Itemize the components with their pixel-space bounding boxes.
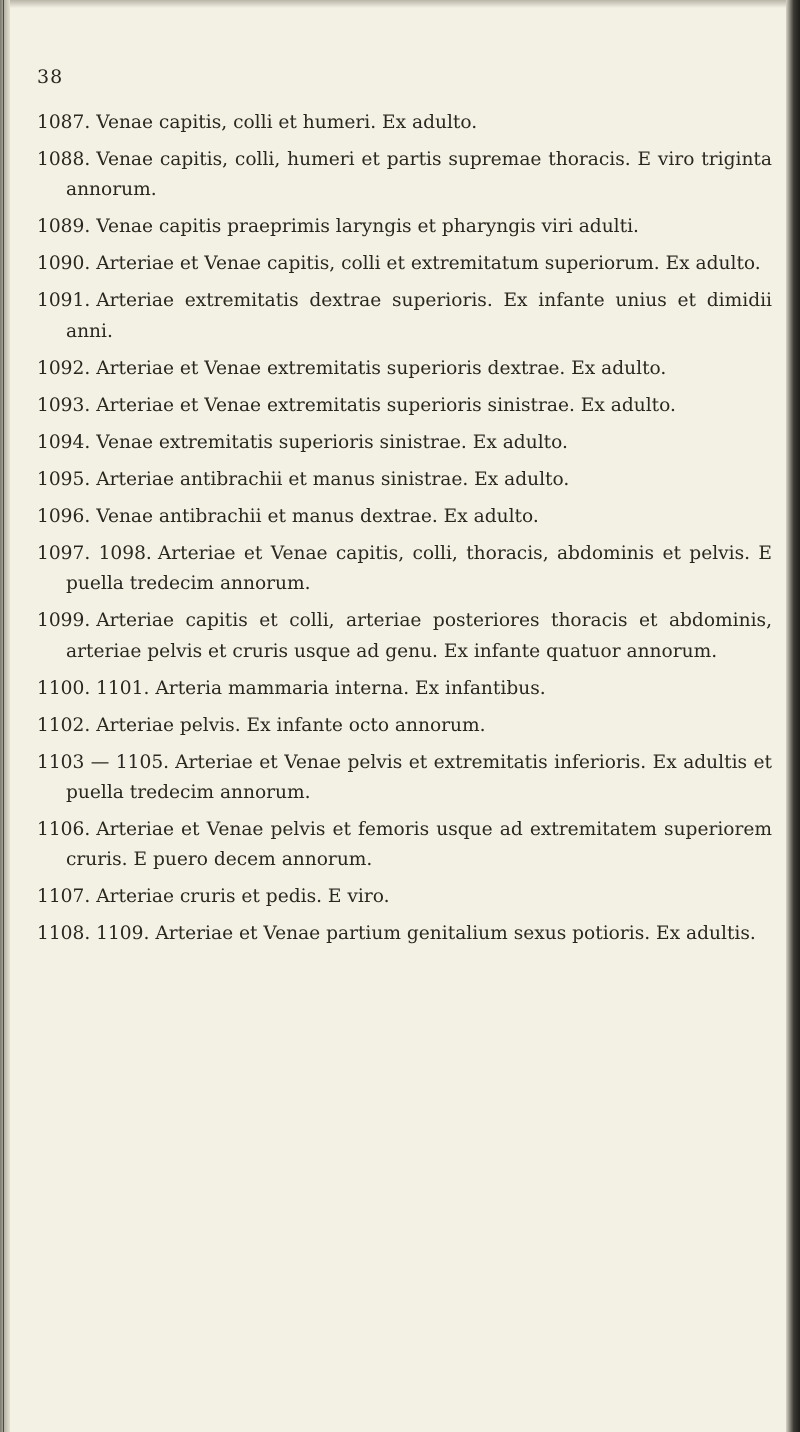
- catalogue-entries: [37, 108, 772, 956]
- catalogue-entry: [37, 815, 772, 876]
- catalogue-entry: [37, 465, 772, 495]
- catalogue-entry: [37, 145, 772, 206]
- entry-text: Arteriae cruris et pedis. E viro.: [96, 886, 390, 908]
- entry-number: 1106.: [37, 819, 91, 841]
- entry-text: Venae capitis praeprimis laryngis et pharyngis viri adulti.: [96, 216, 639, 238]
- entry-number: 1088.: [37, 149, 91, 170]
- page-edge-right: [786, 0, 800, 1432]
- entry-number: 1103 — 1105.: [37, 751, 170, 773]
- entry-text: Venae capitis, colli, humeri et partis supremae thoracis. E viro triginta annorum.: [66, 149, 772, 201]
- entry-number: 1092.: [37, 357, 91, 379]
- catalogue-entry: [37, 919, 772, 949]
- entry-number: 1097. 1098.: [37, 542, 152, 564]
- entry-text: Arteriae extremitatis dextrae superioris. Ex infante unius et dimidii anni.: [66, 290, 772, 342]
- entry-number: 1099.: [37, 610, 91, 632]
- catalogue-entry: [37, 748, 772, 809]
- entry-text: Arteriae antibrachii et manus sinistrae. Ex adulto.: [96, 468, 570, 490]
- catalogue-entry: [37, 391, 772, 421]
- entry-text: Arteriae et Venae extremitatis superioris sinistrae. Ex adulto.: [96, 394, 676, 416]
- catalogue-entry: [37, 354, 772, 384]
- entry-number: 1095.: [37, 468, 91, 490]
- entry-text: Venae extremitatis superioris sinistrae. Ex adulto.: [96, 431, 568, 453]
- catalogue-entry: [37, 674, 772, 704]
- entry-number: 1107.: [37, 886, 91, 908]
- page-number: 38: [37, 66, 64, 88]
- entry-number: 1087.: [37, 112, 91, 133]
- catalogue-entry: [37, 502, 772, 532]
- entry-text: Arteriae et Venae pelvis et extremitatis inferioris. Ex adultis et puella tredecim annorum.: [66, 751, 773, 804]
- entry-number: 1091.: [37, 290, 91, 312]
- entry-text: Arteriae pelvis. Ex infante octo annorum.: [96, 714, 486, 736]
- entry-text: Arteriae et Venae extremitatis superioris dextrae. Ex adulto.: [96, 357, 667, 379]
- entry-number: 1090.: [37, 253, 91, 275]
- page-top-shadow: [0, 0, 800, 8]
- entry-text: Venae antibrachii et manus dextrae. Ex adulto.: [96, 505, 539, 527]
- entry-number: 1093.: [37, 394, 91, 416]
- catalogue-entry: [37, 108, 772, 138]
- catalogue-entry: [37, 428, 772, 458]
- catalogue-entry: [37, 286, 772, 347]
- catalogue-entry: [37, 249, 772, 279]
- entry-text: Arteriae et Venae capitis, colli, thoracis, abdominis et pelvis. E puella tredecim annorum.: [66, 542, 772, 595]
- entry-number: 1094.: [37, 431, 91, 453]
- entry-text: Venae capitis, colli et humeri. Ex adulto.: [96, 112, 478, 133]
- entry-text: Arteriae capitis et colli, arteriae posteriores thoracis et abdominis, arteriae pelvis et cruris usque ad genu. Ex infante quatuor annorum.: [66, 610, 772, 662]
- entry-text: Arteriae et Venae partium genitalium sexus potioris. Ex adultis.: [155, 923, 756, 945]
- catalogue-entry: [37, 882, 772, 912]
- entry-text: Arteria mammaria interna. Ex infantibus.: [155, 677, 546, 699]
- entry-number: 1096.: [37, 505, 91, 527]
- catalogue-entry: [37, 606, 772, 667]
- entry-text: Arteriae et Venae pelvis et femoris usque ad extremitatem superiorem cruris. E puero decem annorum.: [66, 819, 772, 871]
- catalogue-entry: [37, 711, 772, 741]
- page-edge-left: [0, 0, 10, 1432]
- catalogue-entry: [37, 212, 772, 242]
- entry-number: 1102.: [37, 714, 91, 736]
- catalogue-entry: [37, 539, 772, 600]
- entry-number: 1089.: [37, 216, 91, 238]
- entry-number: 1108. 1109.: [37, 923, 150, 945]
- entry-number: 1100. 1101.: [37, 677, 150, 699]
- entry-text: Arteriae et Venae capitis, colli et extremitatum superiorum. Ex adulto.: [96, 253, 761, 275]
